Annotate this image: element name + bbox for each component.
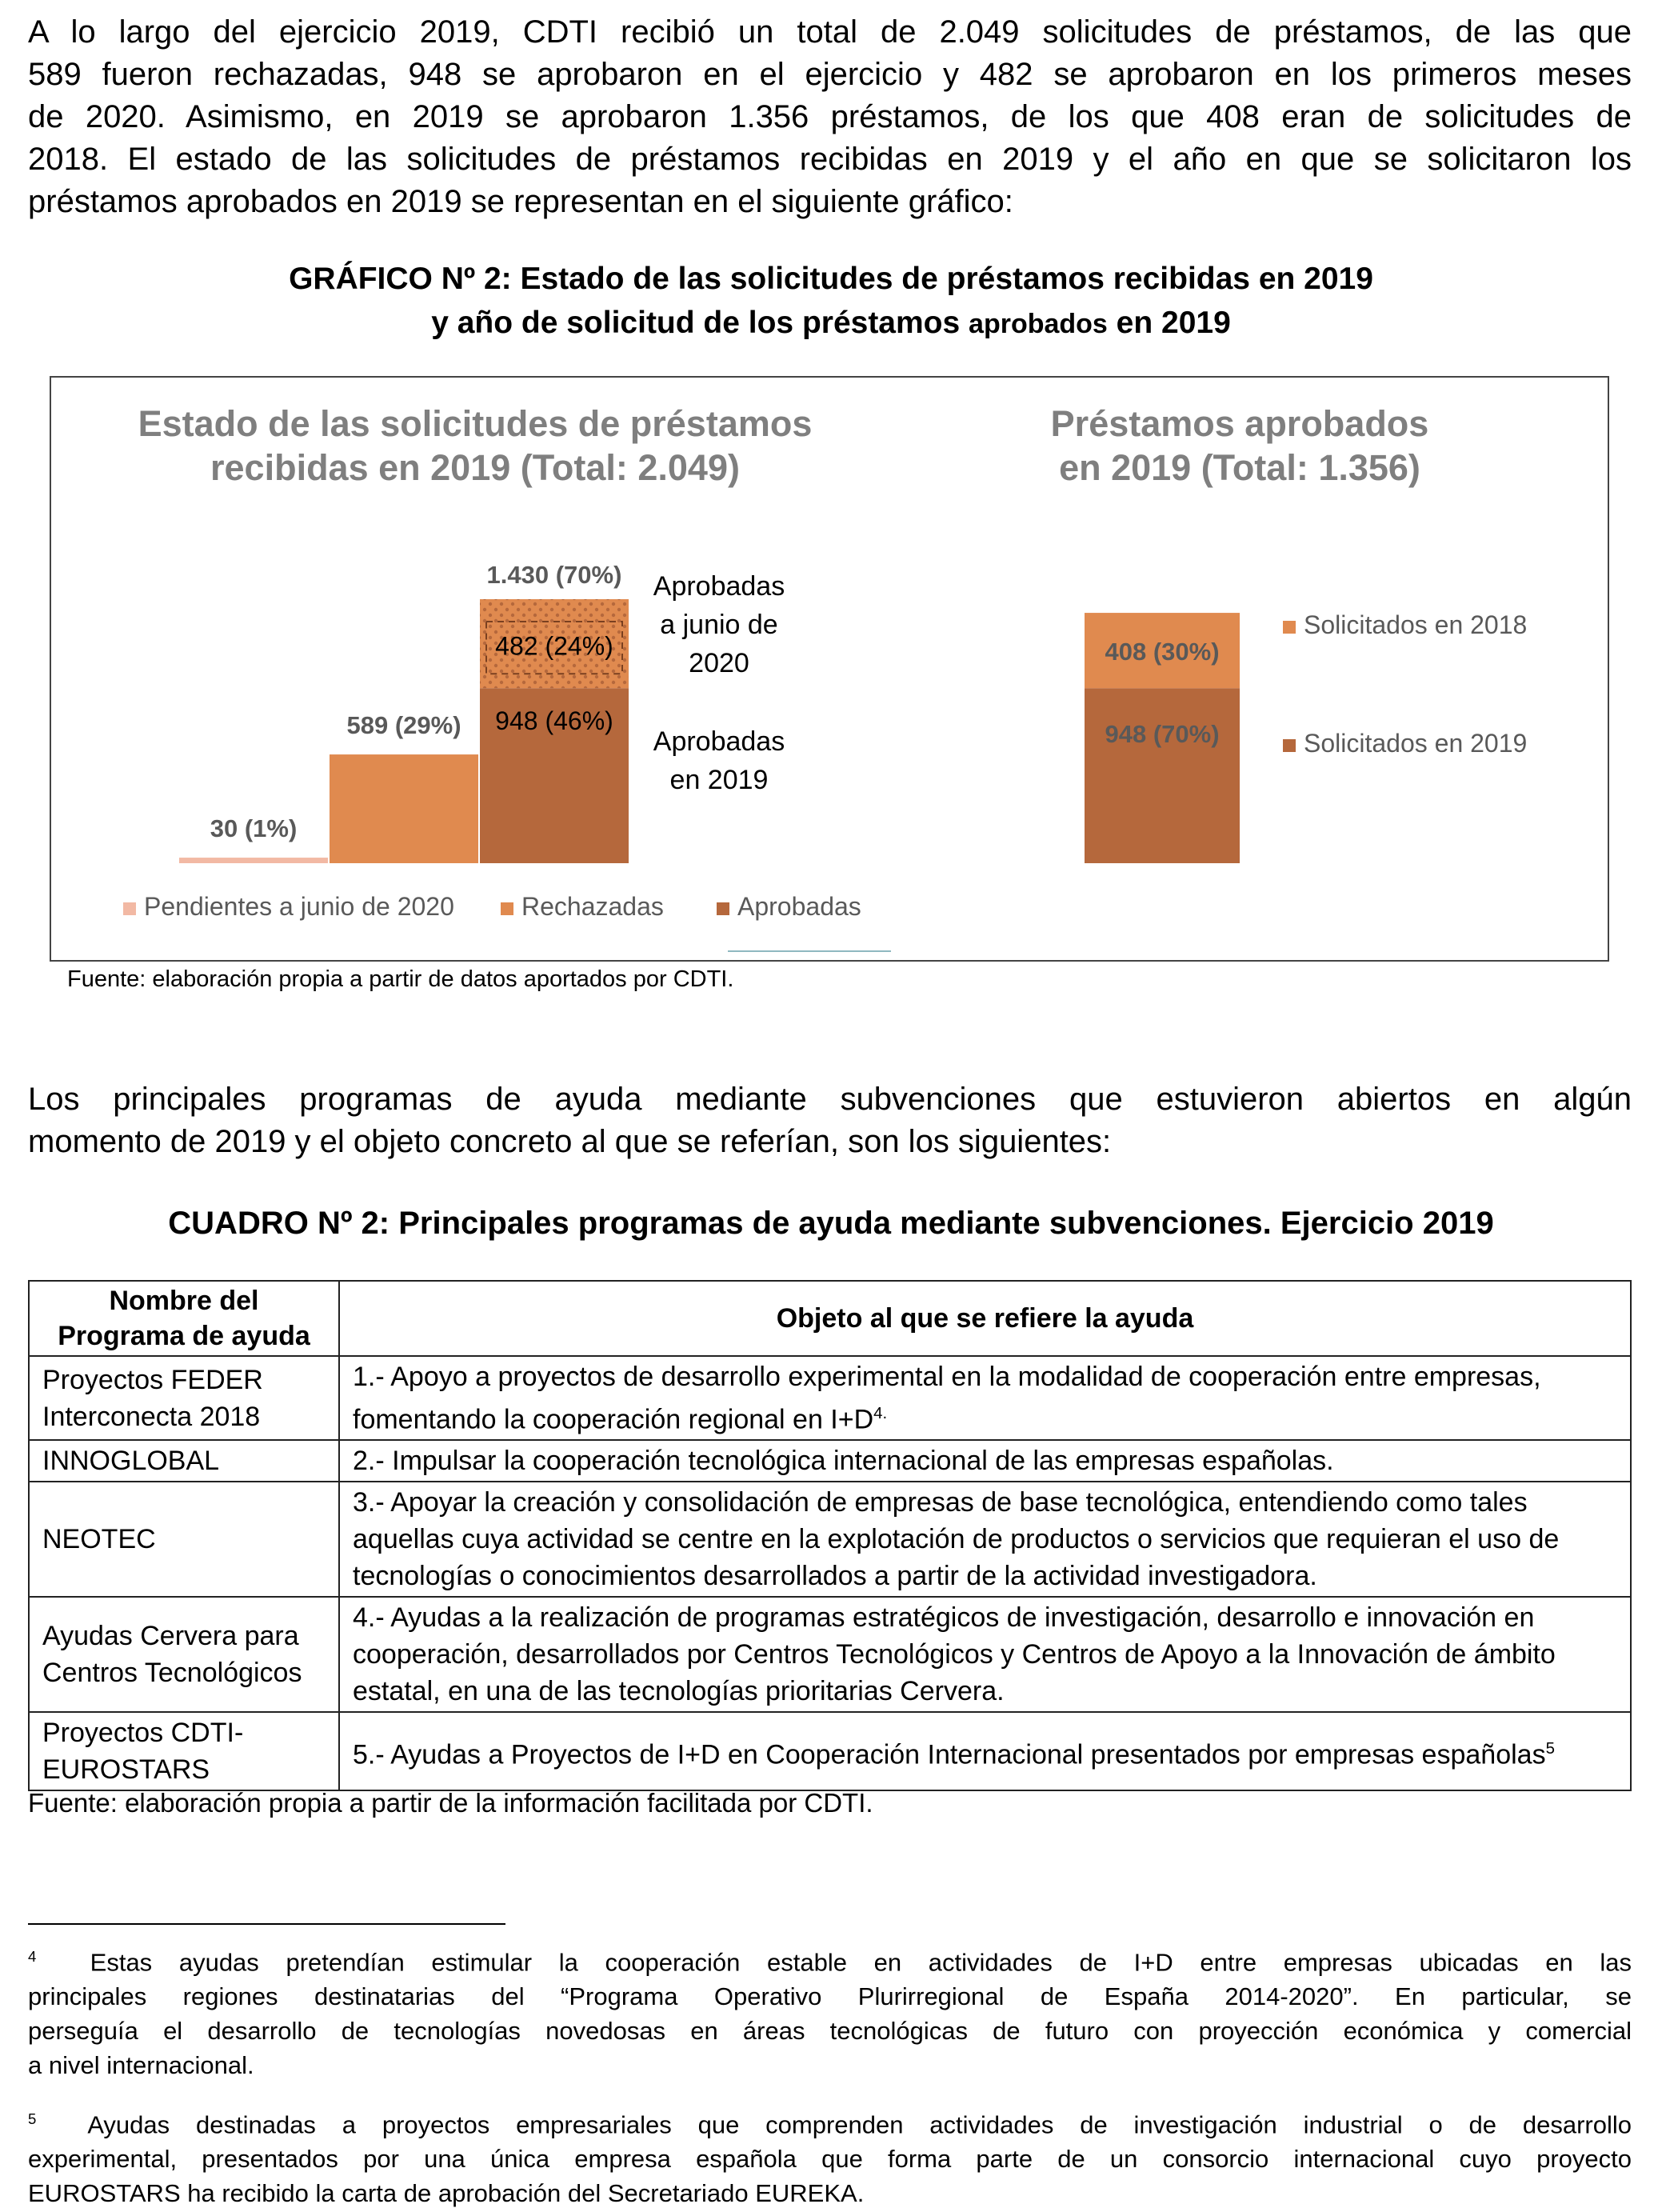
program-object [339, 1440, 1631, 1482]
program-name-line: Centros Tecnológicos [42, 1658, 302, 1689]
footnote-4 [28, 1939, 1632, 2082]
bar-label-aprobadas-2019: 948 (46%) [495, 706, 613, 736]
footnote-separator [28, 1923, 505, 1925]
intro-line: préstamos aprobados en 2019 se representan en el siguiente gráfico: [28, 184, 1013, 219]
bar-solicitados-2019 [1085, 688, 1240, 863]
intro-line: 2018. El estado de las solicitudes de préstamos recibidas en 2019 y el año en que se solicitaron los [28, 142, 1632, 177]
legend-label: Solicitados en 2018 [1304, 610, 1528, 639]
legend-label: Solicitados en 2019 [1304, 729, 1528, 758]
chart-source: Fuente: elaboración propia a partir de datos aportados por CDTI. [67, 966, 734, 992]
table-row [29, 1597, 1631, 1712]
annotation-aprobadas-2020: 2020 [689, 648, 749, 678]
chart1-title: Estado de las solicitudes de préstamos [138, 403, 813, 444]
program-object-text: 5.- Ayudas a Proyectos de I+D en Cooperación Internacional presentados por empresas españolas [353, 1738, 1546, 1770]
footnote-line: EUROSTARS ha recibido la carta de aprobación del Secretariado EUREKA. [28, 2179, 865, 2208]
footnote-line [28, 2102, 1632, 2142]
programs-intro-line: momento de 2019 y el objeto concreto al que se referían, son los siguientes: [28, 1124, 1112, 1159]
chart2-title: en 2019 (Total: 1.356) [1059, 447, 1420, 488]
footnote-text: Ayudas destinadas a proyectos empresariales que comprenden actividades de investigación industrial o de desarrollo [87, 2110, 1632, 2139]
footnote-text: Estas ayudas pretendían estimular la cooperación estable en actividades de I+D entre empresas ubicadas en las [90, 1948, 1632, 1977]
legend-swatch [717, 902, 729, 915]
program-object [339, 1712, 1631, 1790]
charts-svg [51, 378, 1608, 960]
intro-line: A lo largo del ejercicio 2019, CDTI recibió un total de 2.049 solicitudes de préstamos, de las que [28, 14, 1632, 50]
table-row [29, 1712, 1631, 1790]
footnote-ref: 5 [1545, 1739, 1555, 1758]
intro-paragraph [28, 11, 1632, 223]
footnote-line [28, 1939, 1632, 1979]
legend-swatch [1283, 739, 1296, 752]
footnote-ref: 4. [873, 1405, 888, 1422]
bar-rechazadas [330, 754, 478, 863]
table-row [29, 1356, 1631, 1440]
header-program-name [29, 1281, 339, 1356]
bar-label-aprobadas-total: 1.430 (70%) [486, 561, 622, 589]
footnote-mark: 4 [28, 1948, 37, 1965]
table-header-row [29, 1281, 1631, 1356]
legend-swatch [501, 902, 513, 915]
figure-title-part: aprobados [969, 309, 1108, 339]
bar-label-rechazadas: 589 (29%) [346, 711, 461, 740]
program-name-line: Interconecta 2018 [42, 1401, 261, 1432]
footnote-line: a nivel internacional. [28, 2051, 254, 2080]
program-object [339, 1482, 1631, 1597]
legend-swatch [1283, 621, 1296, 634]
program-name-line: Proyectos FEDER [42, 1364, 263, 1395]
legend-label: Rechazadas [521, 892, 664, 921]
program-name-line: Ayudas Cervera para [42, 1621, 299, 1652]
program-object-text: 2.- Impulsar la cooperación tecnológica internacional de las empresas españolas. [353, 1446, 1334, 1477]
chart-frame [50, 376, 1609, 962]
footnote-5 [28, 2102, 1632, 2210]
program-name-line: NEOTEC [42, 1524, 156, 1555]
figure-title-part: y año de solicitud de los préstamos [431, 306, 969, 340]
program-name [29, 1440, 339, 1482]
table-row [29, 1482, 1631, 1597]
program-name [29, 1482, 339, 1597]
annotation-aprobadas-2019: Aprobadas [653, 726, 785, 757]
table-title: CUADRO Nº 2: Principales programas de ayuda mediante subvenciones. Ejercicio 2019 [168, 1206, 1494, 1241]
legend-swatch [123, 902, 136, 915]
bar-label-solicitados-2018: 408 (30%) [1105, 638, 1220, 666]
footnote-line: perseguía el desarrollo de tecnologías novedosas en áreas tecnológicas de futuro con proyección económica y comercial [28, 2017, 1632, 2046]
intro-line: de 2020. Asimismo, en 2019 se aprobaron 1.356 préstamos, de los que 408 eran de solicitudes de [28, 99, 1632, 134]
program-object [339, 1356, 1631, 1440]
header-line: Nombre del [109, 1286, 259, 1316]
bar-label-aprobadas-2020: 482 (24%) [495, 631, 613, 661]
intro-line: 589 fueron rechazadas, 948 se aprobaron en el ejercicio y 482 se aprobaron en los primeros meses [28, 57, 1632, 92]
program-name [29, 1597, 339, 1712]
program-name-line: INNOGLOBAL [42, 1446, 220, 1477]
table-source: Fuente: elaboración propia a partir de la información facilitada por CDTI. [28, 1788, 873, 1818]
program-name [29, 1356, 339, 1440]
table-row [29, 1440, 1631, 1482]
annotation-aprobadas-2020: a junio de [660, 610, 778, 640]
annotation-aprobadas-2019: en 2019 [669, 765, 769, 795]
program-object [339, 1597, 1631, 1712]
program-name-line: EUROSTARS [42, 1754, 210, 1786]
annotation-aprobadas-2020: Aprobadas [653, 571, 785, 602]
bar-pendientes [179, 858, 328, 863]
chart1-title: recibidas en 2019 (Total: 2.049) [210, 447, 740, 488]
bar-label-pendientes: 30 (1%) [210, 814, 298, 843]
legend-label: Aprobadas [737, 892, 861, 921]
bar-label-solicitados-2019: 948 (70%) [1105, 720, 1220, 749]
program-object-text: 3.- Apoyar la creación y consolidación de empresas de base tecnológica, entendiendo como tales aquellas cuya actividad se centre en la explotación de productos o servicios que requieran el uso de tecnologías o conocimientos desarrollados a partir de la actividad investigadora. [353, 1487, 1560, 1592]
figure-title-line1: GRÁFICO Nº 2: Estado de las solicitudes de préstamos recibidas en 2019 [289, 262, 1373, 296]
programs-table [28, 1280, 1632, 1791]
program-object-text: 1.- Apoyo a proyectos de desarrollo experimental en la modalidad de cooperación entre empresas, fomentando la cooperación regional en I+D [353, 1362, 1541, 1435]
program-name [29, 1712, 339, 1790]
programs-intro [28, 1078, 1632, 1163]
header-line: Programa de ayuda [58, 1321, 310, 1351]
footnote-mark: 5 [28, 2110, 37, 2127]
program-name-line: Proyectos CDTI- [42, 1718, 244, 1749]
chart2-title: Préstamos aprobados [1050, 403, 1429, 444]
figure-title-line2 [0, 306, 1662, 341]
footnote-line: principales regiones destinatarias del “Programa Operativo Plurirregional de España 2014-2020”. En particular, se [28, 1982, 1632, 2011]
legend-label: Pendientes a junio de 2020 [144, 892, 454, 921]
figure-title-part: en 2019 [1107, 306, 1231, 340]
programs-intro-line: Los principales programas de ayuda mediante subvenciones que estuvieron abiertos en algún [28, 1082, 1632, 1117]
footnote-line: experimental, presentados por una única empresa española que forma parte de un consorcio internacional cuyo proyecto [28, 2145, 1632, 2174]
program-object-text: 4.- Ayudas a la realización de programas estratégicos de investigación, desarrollo e innovación en cooperación, desarrollados por Centros Tecnológicos y Centros de Apoyo a la Innovación de ámbito estatal, en una de las tecnologías prioritarias Cervera. [353, 1602, 1556, 1707]
header-object: Objeto al que se refiere la ayuda [339, 1281, 1631, 1356]
